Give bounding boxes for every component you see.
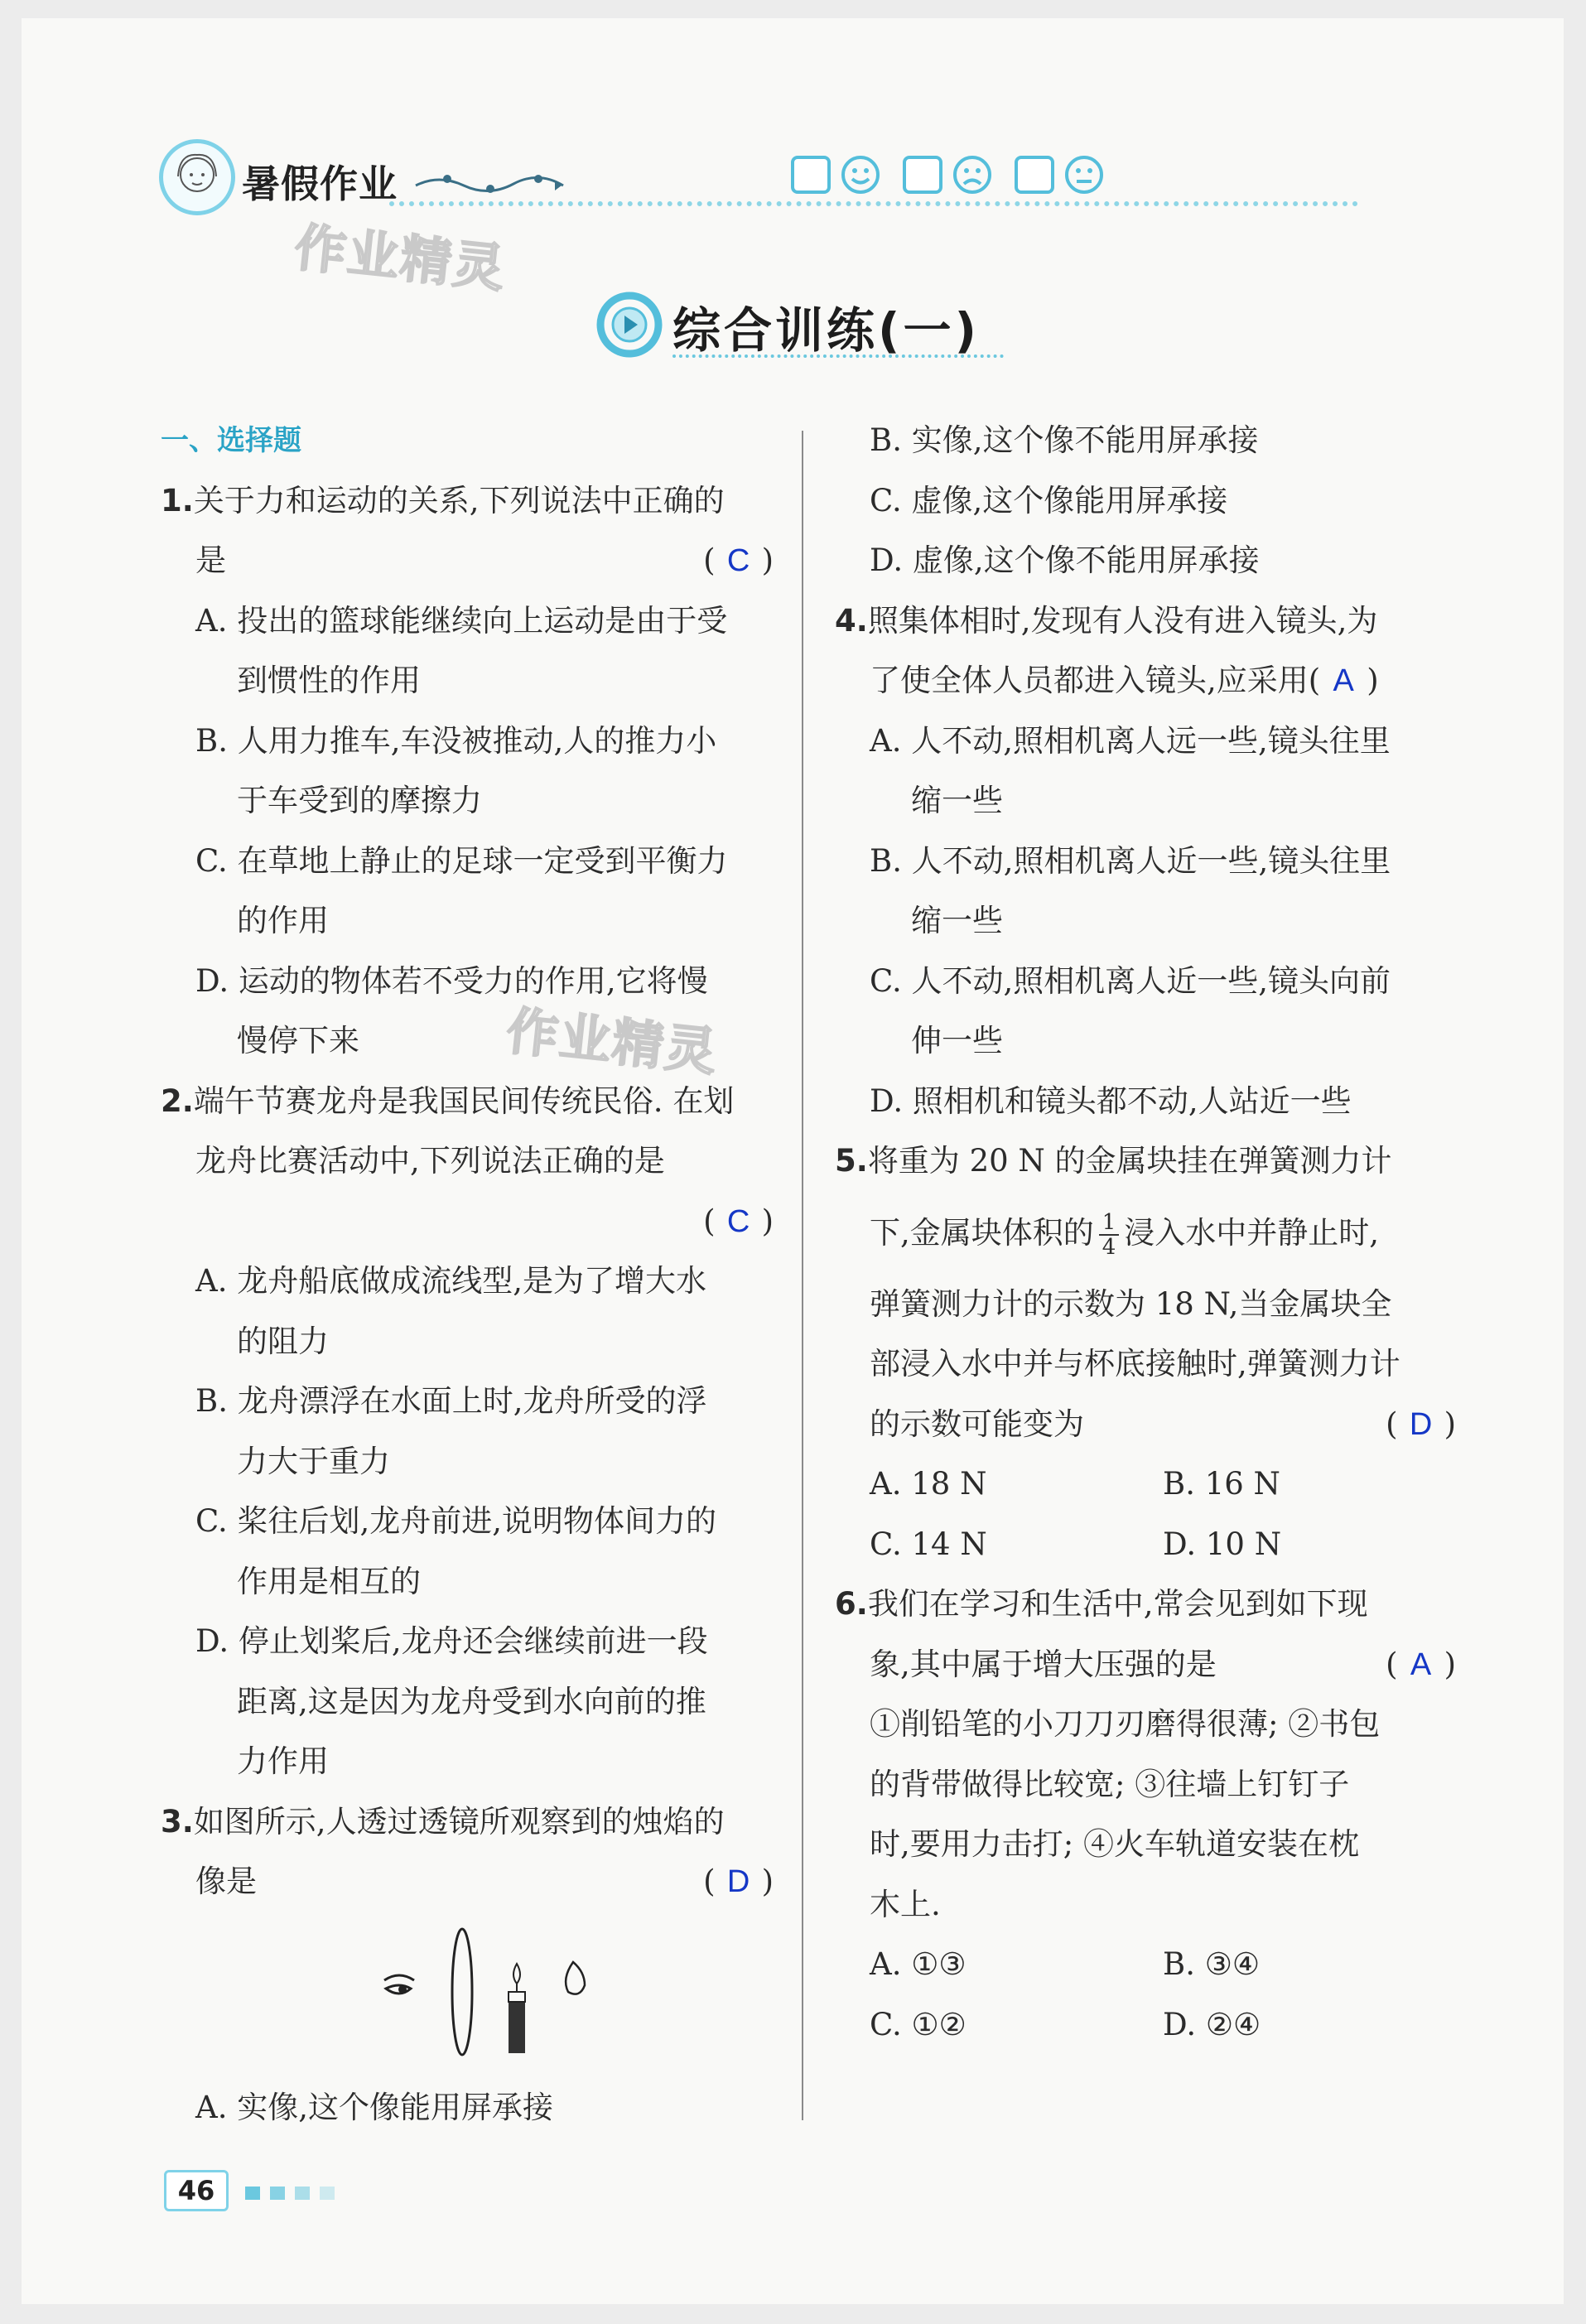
page-number: 46 [164, 2170, 229, 2211]
header-dotted-line [389, 201, 1358, 206]
q5-option-a: A. 18 N [870, 1466, 987, 1502]
q5-number: 5. [835, 1143, 868, 1179]
mood-happy-checkbox[interactable] [791, 154, 881, 195]
q2-number: 2. [161, 1082, 194, 1119]
play-circle-icon [596, 292, 663, 358]
q1-option-c: C. 在草地上静止的足球一定受到平衡力 [195, 842, 728, 879]
q6-stem-line1: 我们在学习和生活中,常会见到如下现 [867, 1586, 1368, 1622]
q4-option-a: A. 人不动,照相机离人远一些,镜头往里 [870, 722, 1391, 759]
q4-stem-line1: 照集体相时,发现有人没有进入镜头,为 [867, 602, 1378, 639]
girl-avatar-icon [159, 139, 235, 215]
flame-image-icon [566, 1962, 585, 1994]
question-1 [161, 471, 774, 1072]
q1-option-b-cont: 于车受到的摩擦力 [237, 783, 482, 818]
q3-option-b: B. 实像,这个像不能用屏承接 [870, 422, 1259, 458]
q4-option-c-cont: 伸一些 [911, 1023, 1003, 1058]
mood-neutral-checkbox[interactable] [1015, 154, 1105, 195]
q1-stem-line1: 关于力和运动的关系,下列说法中正确的 [193, 482, 725, 518]
q3-number: 3. [161, 1803, 194, 1839]
q6-number: 6. [835, 1586, 868, 1622]
q4-option-b-cont: 缩一些 [911, 903, 1003, 938]
q1-option-a: A. 投出的篮球能继续向上运动是由于受 [195, 602, 728, 639]
q5-stem-line5: 的示数可能变为 [870, 1405, 1084, 1442]
q6-answer: A [1410, 1647, 1432, 1682]
q2-option-c: C. 桨往后划,龙舟前进,说明物体间力的 [195, 1503, 717, 1539]
q5-stem-line4: 部浸入水中并与杯底接触时,弹簧测力计 [870, 1346, 1400, 1381]
q6-option-c: C. ①② [870, 2006, 967, 2042]
q2-option-a-cont: 的阻力 [237, 1323, 329, 1359]
q1-option-d: D. 运动的物体若不受力的作用,它将慢 [195, 962, 708, 999]
left-column [161, 411, 774, 2138]
q6-option-a: A. ①③ [870, 1946, 967, 1982]
q2-option-d-cont2: 力作用 [237, 1743, 329, 1779]
page-dots-decoration [245, 2187, 345, 2203]
q1-number: 1. [161, 482, 194, 518]
frown-icon [952, 154, 993, 195]
q5-option-c: C. 14 N [870, 1526, 987, 1562]
q4-number: 4. [835, 602, 868, 639]
question-3 [161, 1792, 774, 2138]
q5-option-b: B. 16 N [1163, 1466, 1280, 1502]
q3-option-a: A. 实像,这个像能用屏承接 [195, 2089, 554, 2125]
q6-stem-line2: 象,其中属于增大压强的是 [870, 1646, 1217, 1682]
q4-answer: A [1333, 663, 1354, 698]
question-4: 4.照集体相时,发现有人没有进入镜头,为 了使全体人员都进入镜头,应采用( A ) A. 人不动,照相机离人远一些,镜头往里 缩一些 B. 人不动,照相机离人近一些,镜头往里 缩一些 C. 人不动,照相机离人近一些,镜头向前 伸一些 D. 照相机和镜头都不动,人站近一些 [835, 591, 1456, 1132]
watermark-middle: 作业精灵 [504, 1000, 721, 1083]
q4-option-b: B. 人不动,照相机离人近一些,镜头往里 [870, 842, 1391, 879]
q1-stem-line2: 是 [195, 542, 226, 578]
q2-option-a: A. 龙舟船底做成流线型,是为了增大水 [195, 1263, 707, 1299]
q3-option-c: C. 虚像,这个像能用屏承接 [870, 482, 1228, 518]
question-2 [161, 1072, 774, 1792]
convex-lens-icon [452, 1929, 472, 2055]
q4-stem-line2: 了使全体人员都进入镜头,应采用 [870, 663, 1309, 698]
section-heading: 一、选择题 [161, 424, 301, 457]
q5-answer: D [1409, 1406, 1433, 1442]
header-title: 暑假作业 [242, 162, 398, 206]
q2-answer: C [726, 1203, 750, 1239]
q6-answer-slot: ( A ) [1386, 1635, 1456, 1695]
neutral-face-icon [1063, 154, 1105, 195]
q5-fraction [1099, 1211, 1120, 1259]
lens-candle-figure [161, 1912, 774, 2078]
watermark-top: 作业精灵 [292, 216, 509, 300]
q1-option-b: B. 人用力推车,车没被推动,人的推力小 [195, 722, 717, 759]
section-title-underline [672, 354, 1004, 358]
q5-fraction-denominator: 4 [1102, 1235, 1116, 1260]
q1-answer: C [726, 543, 750, 578]
right-column [835, 411, 1456, 2055]
q6-stem-line6: 木上. [870, 1886, 941, 1922]
q2-stem-line1: 端午节赛龙舟是我国民间传统民俗. 在划 [193, 1082, 735, 1119]
question-5 [835, 1131, 1456, 1574]
smile-icon [840, 154, 881, 195]
q1-answer-slot: ( C ) [703, 531, 774, 591]
mood-sad-checkbox[interactable] [903, 154, 993, 195]
candle-icon [509, 1964, 525, 2053]
q1-option-c-cont: 的作用 [237, 903, 329, 938]
q6-option-b: B. ③④ [1163, 1946, 1261, 1982]
q2-stem-line2: 龙舟比赛活动中,下列说法正确的是 [195, 1143, 665, 1179]
q2-option-c-cont: 作用是相互的 [237, 1563, 421, 1599]
section-title: 综合训练(一) [672, 302, 981, 359]
q5-stem-line3: 弹簧测力计的示数为 18 N,当金属块全 [870, 1285, 1392, 1322]
question-6 [835, 1574, 1456, 2055]
q5-answer-slot: ( D ) [1386, 1395, 1456, 1455]
q2-option-d: D. 停止划桨后,龙舟还会继续前进一段 [195, 1623, 708, 1659]
q2-option-b-cont: 力大于重力 [237, 1443, 390, 1479]
q2-option-d-cont1: 距离,这是因为龙舟受到水向前的推 [237, 1683, 706, 1719]
q5-fraction-numerator: 1 [1099, 1211, 1120, 1236]
q6-stem-line5: 时,要用力击打; ④火车轨道安装在枕 [870, 1826, 1359, 1862]
q5-stem-line1: 将重为 20 N 的金属块挂在弹簧测力计 [867, 1143, 1392, 1179]
q5-stem-line2b: 浸入水中并静止时, [1124, 1214, 1380, 1251]
q6-stem-line3: ①削铅笔的小刀刀刃磨得很薄; ②书包 [870, 1706, 1381, 1742]
eye-icon [384, 1975, 414, 1994]
column-divider [802, 431, 803, 2120]
q3-stem-line1: 如图所示,人透过透镜所观察到的烛焰的 [193, 1803, 725, 1839]
q3-answer-slot: ( D ) [703, 1852, 774, 1912]
q4-answer-slot [1320, 663, 1367, 698]
q3-answer: D [726, 1864, 750, 1899]
q1-option-d-cont: 慢停下来 [237, 1023, 359, 1058]
vine-decoration-icon [414, 166, 571, 199]
q4-option-d: D. 照相机和镜头都不动,人站近一些 [870, 1082, 1352, 1119]
q3-stem-line2: 像是 [195, 1864, 257, 1899]
q3-option-d: D. 虚像,这个像不能用屏承接 [870, 542, 1260, 578]
q1-option-a-cont: 到惯性的作用 [237, 663, 421, 698]
q2-option-b: B. 龙舟漂浮在水面上时,龙舟所受的浮 [195, 1383, 707, 1419]
q2-answer-slot: ( C ) [703, 1192, 774, 1252]
q5-stem-line2a: 下,金属块体积的 [870, 1214, 1094, 1251]
q5-option-d: D. 10 N [1163, 1526, 1282, 1562]
q4-option-c: C. 人不动,照相机离人近一些,镜头向前 [870, 962, 1391, 999]
q6-option-d: D. ②④ [1163, 2006, 1261, 2042]
q4-option-a-cont: 缩一些 [911, 783, 1003, 818]
q6-stem-line4: 的背带做得比较宽; ③往墙上钉钉子 [870, 1766, 1350, 1802]
